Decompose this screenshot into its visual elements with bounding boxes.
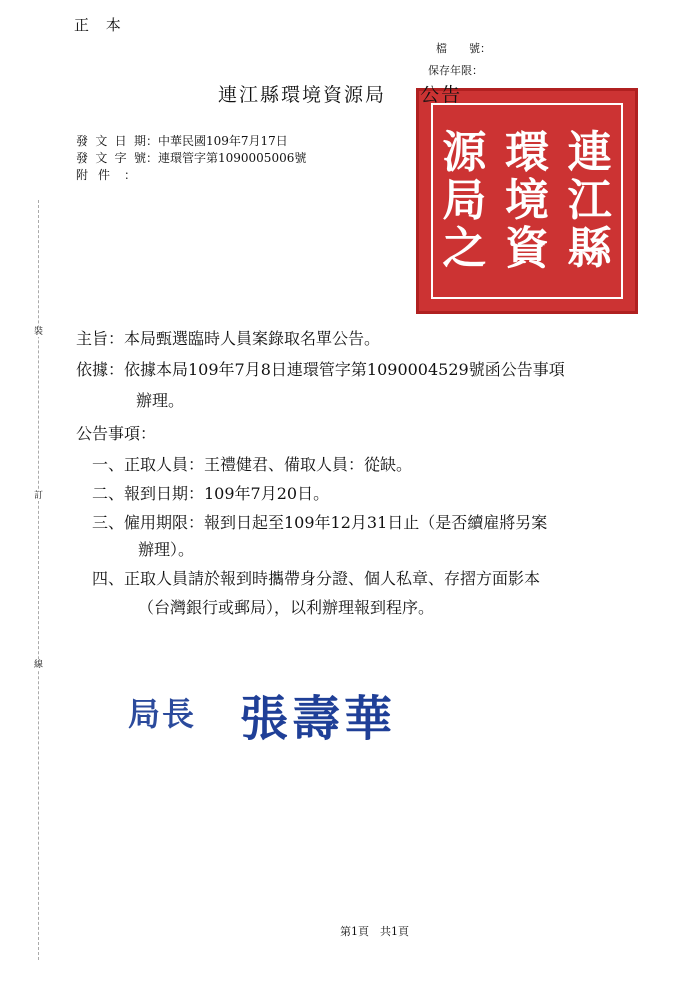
agency-name: 連江縣環境資源局 [218,84,387,106]
item-1: 一、正取人員：王禮健君、備取人員：從缺。 [92,455,413,474]
item-4-line-2: （台灣銀行或郵局），以利辦理報到程序。 [138,598,435,617]
issue-date-row [76,133,288,150]
attachment-row [76,167,136,184]
document-number-label: 發文字號 [76,151,146,165]
binding-mark-ding: 訂 [34,491,44,501]
file-number-label: 檔 號： [436,42,491,55]
item-2: 二、報到日期：109年7月20日。 [92,484,330,503]
seal-char: 資 [504,223,549,274]
item-4-line-1: 四、正取人員請於報到時攜帶身分證、個人私章、存摺方面影本 [92,569,541,588]
seal-char: 之 [442,223,487,274]
retention-label: 保存年限： [428,64,483,77]
seal-char: 境 [504,175,549,226]
item-3-line-1: 三、僱用期限：報到日起至109年12月31日止（是否續雇將另案 [92,513,548,532]
issue-date-value: ：中華民國109年7月17日 [146,134,288,148]
document-title [218,80,462,107]
official-seal [416,88,638,314]
seal-column-3 [442,129,486,273]
original-copy-mark: 正 本 [74,16,127,34]
attachment-label: 附件 [76,168,121,182]
items-heading: 公告事項： [76,424,157,443]
seal-char: 局 [442,175,487,226]
binding-mark-zhuang: 裝 [34,327,44,337]
document-type: 公告 [420,84,463,106]
item-3-line-2: 辦理）。 [138,540,195,559]
document-number-value: ：連環管字第1090005006號 [146,151,307,165]
seal-char: 源 [442,127,487,178]
basis-line-1: 依據：依據本局109年7月8日連環管字第1090004529號函公告事項 [76,360,565,379]
attachment-value: ： [124,168,137,182]
page-number: 第1頁 共1頁 [340,925,409,938]
subject-line: 主旨：本局甄選臨時人員案錄取名單公告。 [76,329,381,348]
basis-line-2: 辦理。 [136,391,185,410]
document-number-row [76,150,306,167]
seal-frame [431,103,623,299]
seal-char: 環 [504,127,549,178]
seal-char: 江 [567,175,612,226]
seal-char: 連 [567,127,612,178]
seal-char: 縣 [567,223,612,274]
binding-mark-xian: 線 [34,660,44,670]
signature-title: 局長 [128,695,197,733]
seal-column-2 [505,129,549,273]
signature-name: 張壽華 [240,691,397,747]
binding-line [38,200,39,960]
seal-column-1 [568,129,612,273]
issue-date-label: 發文日期 [76,134,146,148]
